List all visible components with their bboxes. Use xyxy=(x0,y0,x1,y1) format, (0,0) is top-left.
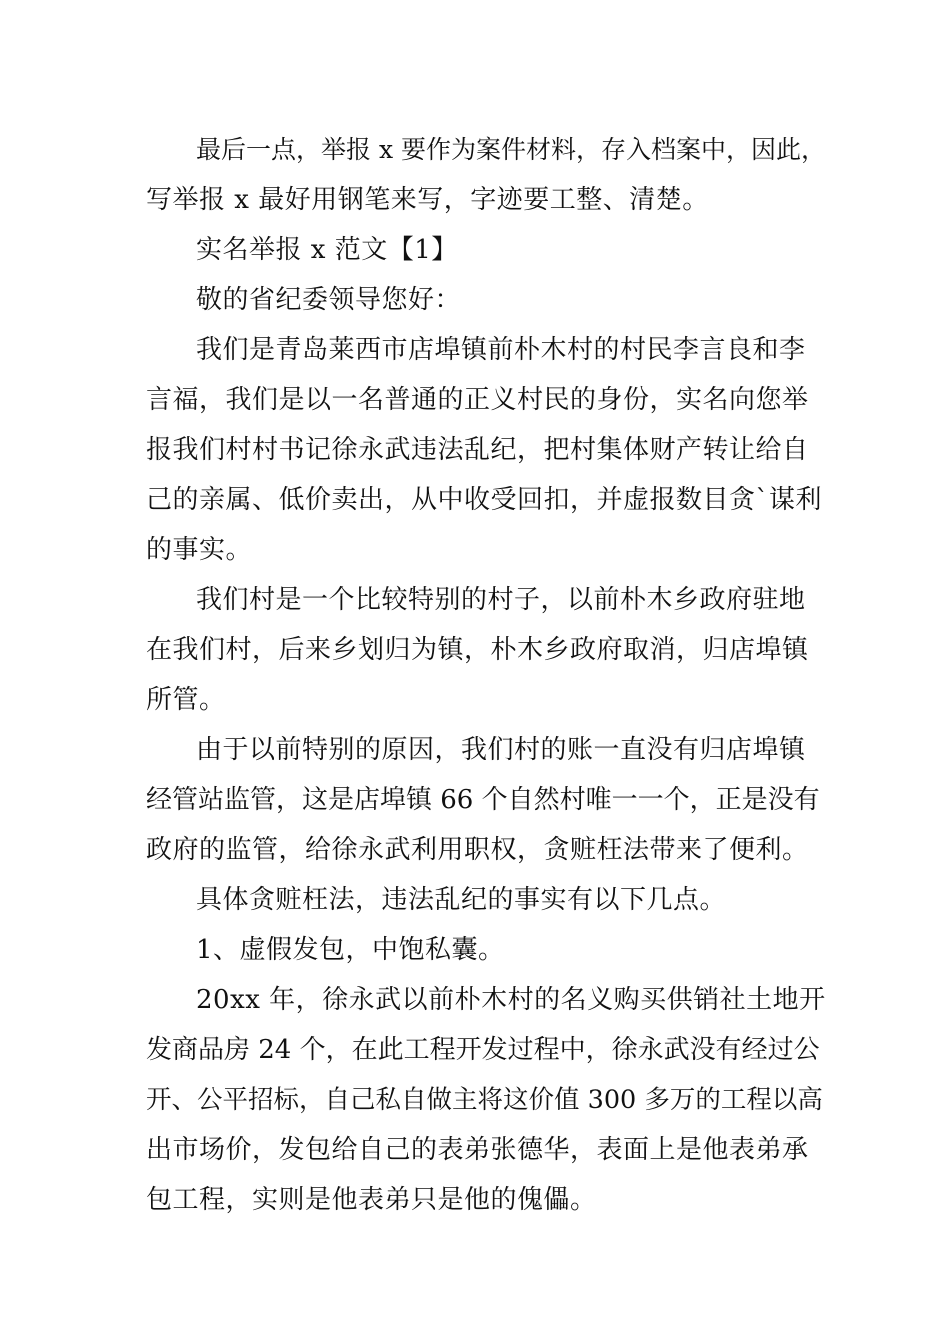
paragraph-1-line-1: 最后一点，举报 x 要作为案件材料，存入档案中，因此， xyxy=(196,135,826,164)
list-item-1-heading: 1、虚假发包，中饱私囊。 xyxy=(196,935,505,965)
salutation: 敬的省纪委领导您好： xyxy=(196,285,462,315)
paragraph-3-line-2: 在我们村，后来乡划归为镇，朴木乡政府取消，归店埠镇 xyxy=(146,635,809,665)
paragraph-6-line-5: 包工程，实则是他表弟只是他的傀儡。 xyxy=(146,1185,597,1215)
paragraph-2-line-4: 己的亲属、低价卖出，从中收受回扣，并虚报数目贪`谋利 xyxy=(146,485,823,515)
paragraph-6-line-1: 20xx 年，徐永武以前朴木村的名义购买供销社土地开 xyxy=(196,985,826,1015)
paragraph-6-line-4: 出市场价，发包给自己的表弟张德华，表面上是他表弟承 xyxy=(146,1135,809,1165)
paragraph-4-line-3: 政府的监管，给徐永武利用职权，贪赃枉法带来了便利。 xyxy=(146,835,809,865)
paragraph-3-line-3: 所管。 xyxy=(146,685,226,715)
paragraph-2-line-1: 我们是青岛莱西市店埠镇前朴木村的村民李言良和李 xyxy=(196,335,806,365)
paragraph-2-line-2: 言福，我们是以一名普通的正义村民的身份，实名向您举 xyxy=(146,385,809,415)
paragraph-6-line-2: 发商品房 24 个，在此工程开发过程中，徐永武没有经过公 xyxy=(146,1035,820,1065)
paragraph-6-line-3: 开、公平招标，自己私自做主将这价值 300 多万的工程以高 xyxy=(146,1085,823,1115)
paragraph-1-line-2: 写举报 x 最好用钢笔来写，字迹要工整、清楚。 xyxy=(146,185,709,215)
paragraph-5-line-1: 具体贪赃枉法，违法乱纪的事实有以下几点。 xyxy=(196,885,727,915)
paragraph-4-line-2: 经管站监管，这是店埠镇 66 个自然村唯一一个，正是没有 xyxy=(146,785,820,815)
paragraph-3-line-1: 我们村是一个比较特别的村子，以前朴木乡政府驻地 xyxy=(196,585,806,615)
paragraph-2-line-3: 报我们村村书记徐永武违法乱纪，把村集体财产转让给自 xyxy=(146,435,809,465)
paragraph-2-line-5: 的事实。 xyxy=(146,535,253,565)
section-heading: 实名举报 x 范文【1】 xyxy=(196,235,458,265)
paragraph-4-line-1: 由于以前特别的原因，我们村的账一直没有归店埠镇 xyxy=(196,735,806,765)
